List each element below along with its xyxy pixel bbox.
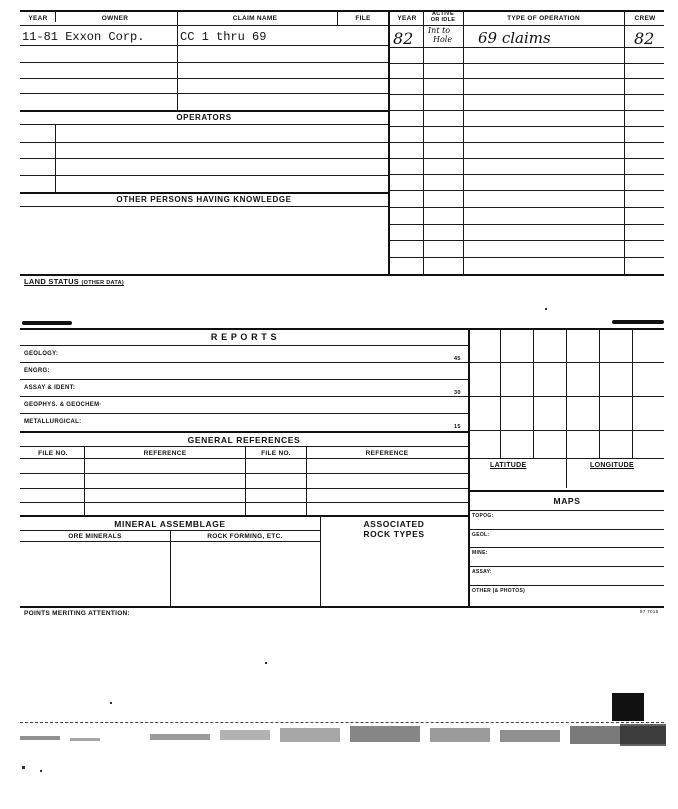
grid-line: [500, 328, 501, 458]
mineral-top: [20, 515, 468, 517]
row-line: [20, 142, 388, 143]
col-divider: [55, 124, 56, 192]
row-line: [20, 345, 468, 346]
scan-speck: [110, 702, 112, 704]
row-line: [20, 488, 468, 489]
land-status-title: LAND STATUS: [24, 277, 80, 286]
map-topog: TOPOG:: [472, 513, 494, 519]
row-line: [390, 207, 664, 208]
grid-line: [470, 458, 664, 459]
col-header-year: YEAR: [28, 15, 48, 22]
col-divider: [170, 530, 171, 606]
scan-black-patch: [612, 693, 644, 721]
grid-line: [470, 430, 664, 431]
header-divider: [55, 10, 56, 22]
row1-year2: 82: [393, 29, 414, 48]
col-header-owner: OWNER: [101, 15, 129, 22]
row-line: [470, 529, 664, 530]
scale-15: 15: [454, 424, 461, 430]
reports-bottom-border: [20, 606, 664, 608]
row-line: [20, 362, 468, 363]
maps-heading: MAPS: [553, 496, 581, 506]
scan-speck: [265, 662, 267, 664]
col-reference-2: REFERENCE: [365, 450, 409, 457]
row1-active-line1: Int to: [428, 26, 451, 35]
row-line: [20, 45, 388, 46]
row-line: [470, 547, 664, 548]
row-line: [390, 142, 664, 143]
row1-active-line2: Hole: [433, 35, 453, 44]
col-header-crew: CREW: [634, 15, 656, 22]
longitude-label: LONGITUDE: [590, 462, 634, 469]
map-mine: MINE:: [472, 550, 488, 556]
row-line: [470, 510, 664, 511]
col-divider: [177, 25, 178, 110]
col-header-active-or-idle: OR IDLE: [430, 17, 456, 23]
right-panel-divider: [468, 328, 470, 606]
row-line: [20, 379, 468, 380]
general-references-top: [20, 431, 468, 433]
row-line: [390, 126, 664, 127]
row-line: [20, 93, 388, 94]
land-status-label: [24, 277, 124, 286]
reports-top-border: [20, 328, 664, 330]
scan-smudge: [612, 320, 664, 324]
row1-claim-name: CC 1 thru 69: [180, 30, 267, 44]
header-bottom-border: [20, 25, 664, 26]
row-line: [20, 78, 388, 79]
report-geology: GEOLOGY:: [24, 351, 59, 357]
map-assay: ASSAY:: [472, 569, 492, 575]
other-persons-top: [20, 192, 388, 194]
scan-speck: [40, 770, 42, 772]
operators-header-line: [20, 124, 388, 125]
row-line: [390, 110, 664, 111]
row-line: [470, 585, 664, 586]
operators-heading: OPERATORS: [176, 113, 232, 122]
points-meriting-attention: POINTS MERITING ATTENTION:: [24, 610, 131, 617]
table-top-border: [20, 10, 664, 12]
col-ore-minerals: ORE MINERALS: [68, 533, 122, 540]
grid-line: [566, 328, 567, 488]
row-line: [390, 158, 664, 159]
form-code: 87 7015: [640, 609, 659, 614]
row-line: [390, 257, 664, 258]
col-divider: [320, 515, 321, 606]
col-header-claim-name: CLAIM NAME: [232, 15, 278, 22]
row-line: [470, 566, 664, 567]
col-divider: [306, 446, 307, 516]
scan-speck: [22, 766, 25, 769]
col-file-no-2: FILE NO.: [261, 450, 291, 457]
scan-smudge: [22, 321, 72, 325]
report-geophys: GEOPHYS. & GEOCHEM·: [24, 402, 102, 408]
scan-noise-band: [20, 724, 666, 750]
mineral-assemblage-heading: MINERAL ASSEMBLAGE: [114, 519, 226, 529]
associated-rock-types-line1: ASSOCIATED: [363, 519, 425, 529]
row-line: [390, 94, 664, 95]
grid-line: [470, 396, 664, 397]
row-line: [20, 473, 468, 474]
report-engrg: ENGRG:: [24, 368, 50, 374]
header-divider: [177, 10, 178, 26]
row-line: [20, 396, 468, 397]
row1-crew: 82: [634, 29, 655, 48]
report-metallurgical: METALLURGICAL:: [24, 419, 82, 425]
scan-speck: [545, 308, 547, 310]
latitude-label: LATITUDE: [490, 462, 527, 469]
row-line: [20, 502, 468, 503]
col-divider: [245, 446, 246, 516]
row-line: [20, 458, 468, 459]
grid-line: [533, 328, 534, 458]
scale-45: 45: [454, 356, 461, 362]
map-geol: GEOL:: [472, 532, 490, 538]
row-line: [20, 62, 388, 63]
other-persons-heading: OTHER PERSONS HAVING KNOWLEDGE: [116, 195, 292, 204]
row-line: [390, 224, 664, 225]
col-file-no-1: FILE NO.: [38, 450, 68, 457]
col-header-year2: YEAR: [397, 15, 417, 22]
row-line: [390, 47, 664, 48]
row-line: [390, 78, 664, 79]
grid-line: [470, 362, 664, 363]
row-line: [20, 175, 388, 176]
general-references-heading: GENERAL REFERENCES: [187, 435, 301, 445]
maps-top: [470, 490, 664, 492]
operators-top: [20, 110, 388, 112]
report-assay-ident: ASSAY & IDENT:: [24, 385, 76, 391]
scale-30: 30: [454, 390, 461, 396]
land-status-subtitle: (OTHER DATA): [81, 280, 124, 286]
map-other: OTHER (& PHOTOS): [472, 588, 526, 594]
col-reference-1: REFERENCE: [143, 450, 187, 457]
row-line: [20, 446, 468, 447]
other-persons-header-line: [20, 206, 388, 207]
reports-heading: R E P O R T S: [210, 332, 278, 342]
row-line: [390, 63, 664, 64]
associated-rock-types-line2: ROCK TYPES: [363, 529, 425, 539]
scan-line: [20, 722, 664, 723]
col-rock-forming: ROCK FORMING, ETC.: [207, 533, 283, 540]
row-line: [20, 413, 468, 414]
row-line: [20, 158, 388, 159]
grid-line: [632, 328, 633, 458]
col-header-active: ACTIVE: [432, 11, 454, 17]
table-bottom-border: [20, 274, 664, 276]
col-divider: [84, 446, 85, 516]
row-line: [390, 190, 664, 191]
col-header-file: FILE: [355, 15, 371, 22]
col-header-type-of-operation: TYPE OF OPERATION: [507, 15, 580, 22]
row-line: [390, 240, 664, 241]
row1-year-owner: 11-81 Exxon Corp.: [22, 30, 145, 44]
grid-line: [599, 328, 600, 458]
row1-type-of-operation: 69 claims: [478, 29, 551, 47]
row-line: [390, 174, 664, 175]
